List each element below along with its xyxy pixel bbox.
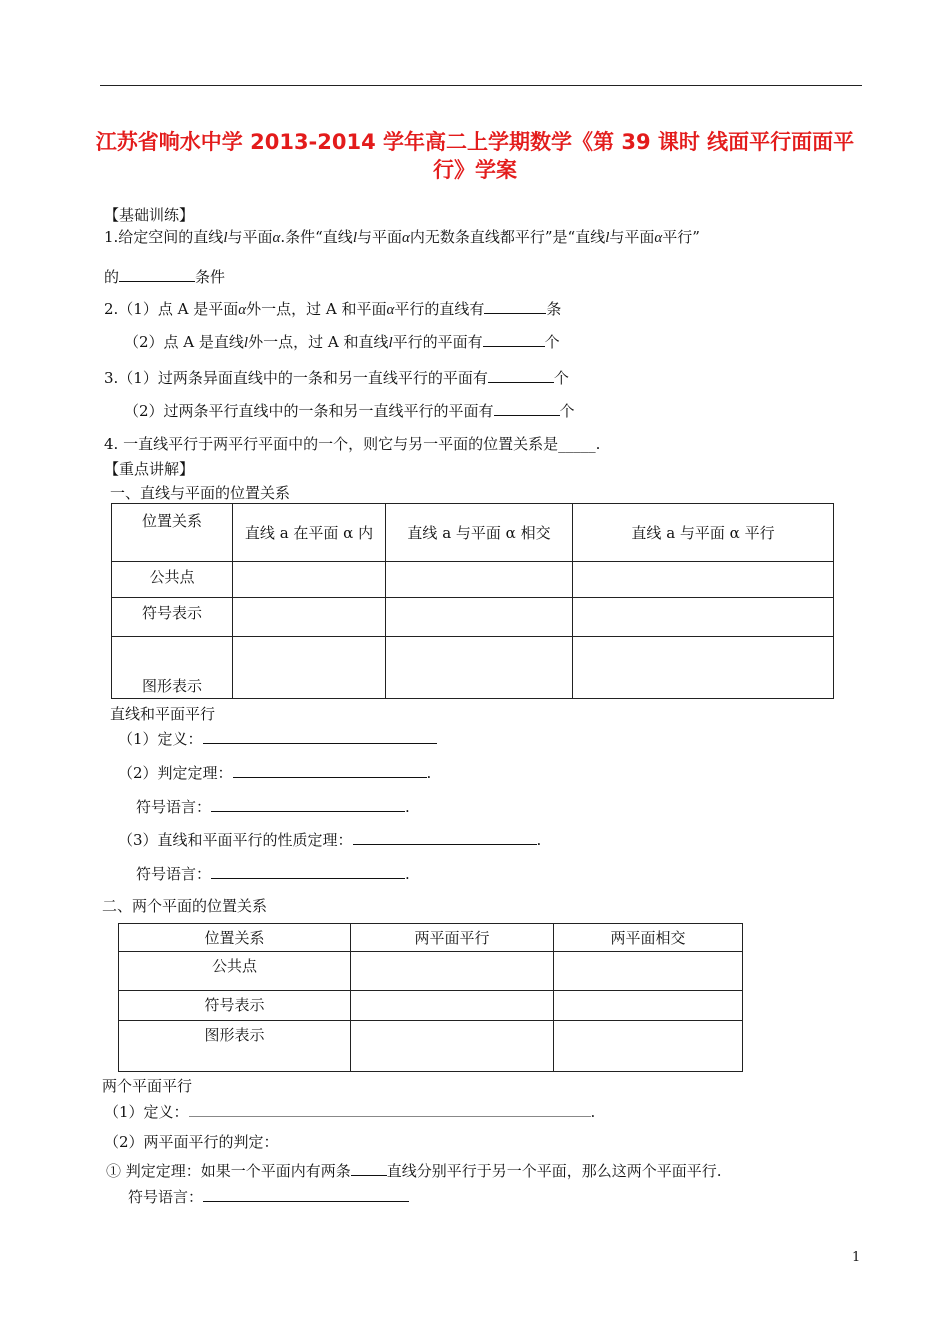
row-label: 公共点 — [119, 952, 351, 991]
row-label: 图形表示 — [119, 1021, 351, 1072]
answer-blank[interactable] — [484, 299, 546, 314]
answer-cell[interactable] — [351, 991, 554, 1021]
table-row — [119, 991, 743, 1021]
section-key-points: 【重点讲解】 — [104, 460, 195, 478]
page-title-line2: 行》学案 — [433, 158, 517, 182]
answer-cell[interactable] — [233, 562, 386, 598]
answer-blank[interactable] — [211, 797, 405, 812]
answer-cell[interactable] — [386, 562, 573, 598]
property-theorem-line: （3）直线和平面平行的性质定理： . — [118, 831, 542, 849]
line-plane-table — [111, 503, 834, 699]
answer-cell[interactable] — [386, 637, 573, 699]
table-row — [119, 1021, 743, 1072]
question-3-1: 3.（1）过两条异面直线中的一条和另一直线平行的平面有 个 — [104, 369, 569, 387]
table-row — [112, 598, 834, 637]
table-header-cell: 两平面平行 — [351, 924, 554, 952]
question-3-2: （2）过两条平行直线中的一条和另一直线平行的平面有 个 — [124, 402, 575, 420]
answer-blank[interactable] — [211, 864, 405, 879]
question-1-line1: 1.给定空间的直线l与平面α.条件“直线l与平面α内无数条直线都平行”是“直线l与平面α平行” — [104, 228, 700, 246]
definition-line-2: （1）定义： . — [104, 1103, 596, 1121]
question-1-line2: 的 条件 — [104, 268, 226, 286]
answer-cell[interactable] — [351, 952, 554, 991]
table-header-cell: 直线 a 在平面 α 内 — [233, 504, 386, 562]
answer-blank[interactable] — [189, 1102, 591, 1117]
table-header-row — [112, 504, 834, 562]
answer-blank[interactable] — [353, 830, 537, 845]
row-label: 公共点 — [112, 562, 233, 598]
part-1-heading: 一、直线与平面的位置关系 — [110, 484, 291, 502]
plane-plane-parallel-title: 两个平面平行 — [102, 1077, 193, 1095]
page-title-line1: 江苏省响水中学 2013-2014 学年高二上学期数学《第 39 课时 线面平行面面平 — [95, 130, 855, 154]
table-row — [119, 952, 743, 991]
answer-cell[interactable] — [386, 598, 573, 637]
question-2-2: （2）点 A 是直线l外一点，过 A 和直线l平行的平面有 个 — [124, 333, 560, 351]
judgement-theorem-line: （2）判定定理： . — [118, 764, 432, 782]
header-rule — [100, 85, 862, 86]
answer-cell[interactable] — [233, 598, 386, 637]
answer-cell[interactable] — [573, 562, 834, 598]
row-label: 符号表示 — [112, 598, 233, 637]
line-plane-parallel-title: 直线和平面平行 — [110, 705, 216, 723]
symbol-language-line-2: 符号语言： — [128, 1186, 409, 1207]
page-number: 1 — [852, 1250, 861, 1265]
answer-cell[interactable] — [554, 991, 743, 1021]
definition-line: （1）定义： — [118, 728, 437, 749]
answer-cell[interactable] — [554, 952, 743, 991]
answer-blank[interactable] — [488, 368, 554, 383]
table-header-row — [119, 924, 743, 952]
judgement-theorem-2: ① 判定定理：如果一个平面内有两条 直线分别平行于另一个平面，那么这两个平面平行. — [106, 1162, 722, 1180]
answer-cell[interactable] — [233, 637, 386, 699]
table-header-cell: 直线 a 与平面 α 平行 — [573, 504, 834, 562]
answer-cell[interactable] — [351, 1021, 554, 1072]
question-4: 4. 一直线平行于两平行平面中的一个，则它与另一平面的位置关系是_____. — [104, 435, 601, 453]
answer-blank[interactable] — [351, 1161, 387, 1176]
table-row — [112, 637, 834, 699]
table-header-cell: 位置关系 — [119, 924, 351, 952]
question-2-1: 2.（1）点 A 是平面α外一点，过 A 和平面α平行的直线有 条 — [104, 300, 562, 318]
answer-cell[interactable] — [573, 598, 834, 637]
symbol-language-line: 符号语言： . — [136, 798, 410, 816]
table-header-cell: 位置关系 — [112, 504, 233, 562]
symbol-language-line: 符号语言： . — [136, 865, 410, 883]
row-label: 图形表示 — [112, 637, 233, 699]
answer-blank[interactable] — [494, 401, 560, 416]
section-basic-training: 【基础训练】 — [104, 206, 195, 224]
answer-cell[interactable] — [554, 1021, 743, 1072]
part-2-heading: 二、两个平面的位置关系 — [102, 897, 268, 915]
answer-blank[interactable] — [203, 729, 437, 744]
table-header-cell: 直线 a 与平面 α 相交 — [386, 504, 573, 562]
answer-blank[interactable] — [483, 332, 545, 347]
plane-plane-table — [118, 923, 743, 1072]
answer-blank[interactable] — [233, 763, 427, 778]
table-row — [112, 562, 834, 598]
table-header-cell: 两平面相交 — [554, 924, 743, 952]
row-label: 符号表示 — [119, 991, 351, 1021]
answer-cell[interactable] — [573, 637, 834, 699]
answer-blank[interactable] — [203, 1187, 409, 1202]
plane-judgement-heading: （2）两平面平行的判定： — [104, 1133, 279, 1151]
answer-blank[interactable] — [119, 267, 195, 282]
